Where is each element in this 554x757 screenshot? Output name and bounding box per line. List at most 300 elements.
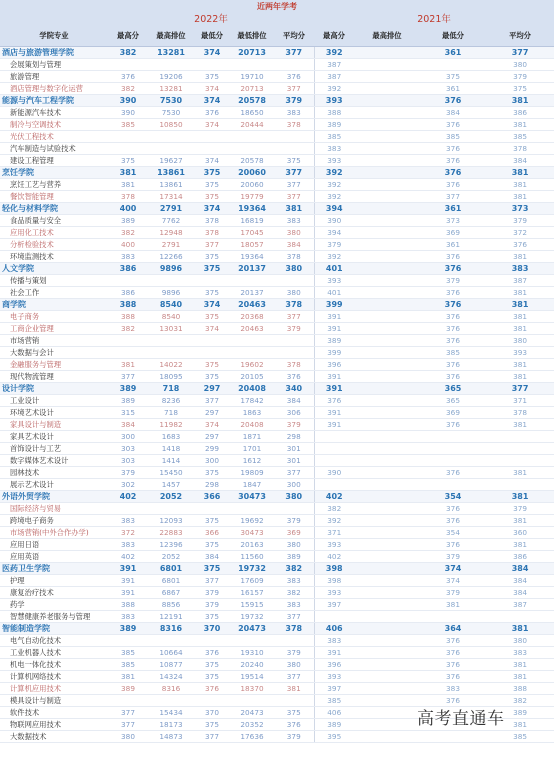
cell-2021-min: 376 <box>420 359 486 371</box>
major-row <box>0 347 554 359</box>
cell-2021-max-rank <box>354 407 420 419</box>
cell-2022-max: 381 <box>108 359 148 371</box>
cell-2021-max: 392 <box>314 167 354 179</box>
header-year-row <box>0 13 554 26</box>
major-row <box>0 323 554 335</box>
cell-2021-max-rank <box>354 395 420 407</box>
cell-2022-max: 382 <box>108 47 148 59</box>
cell-2022-avg: 378 <box>274 251 314 263</box>
cell-2022-max-rank <box>148 131 194 143</box>
cell-2021-max-rank <box>354 659 420 671</box>
cell-2022-min: 376 <box>194 683 230 695</box>
cell-2021-avg: 381 <box>486 323 554 335</box>
cell-2022-min-rank: 18057 <box>230 239 274 251</box>
cell-2022-max: 390 <box>108 107 148 119</box>
cell-2021-max-rank <box>354 455 420 467</box>
cell-2021-max-rank <box>354 335 420 347</box>
cell-2022-min: 378 <box>194 227 230 239</box>
cell-2022-max-rank: 718 <box>148 407 194 419</box>
cell-2021-max: 399 <box>314 347 354 359</box>
cell-2021-avg: 379 <box>486 503 554 515</box>
cell-2022-max-rank <box>148 695 194 707</box>
cell-2021-avg: 381 <box>486 467 554 479</box>
cell-2021-max-rank <box>354 539 420 551</box>
cell-2021-max-rank <box>354 599 420 611</box>
cell-2021-avg: 382 <box>486 695 554 707</box>
cell-2022-min-rank: 20578 <box>230 155 274 167</box>
cell-2021-avg: 375 <box>486 83 554 95</box>
cell-2021-max-rank <box>354 683 420 695</box>
cell-2022-max <box>108 131 148 143</box>
college-name: 医药卫生学院 <box>0 563 108 575</box>
cell-2021-max: 391 <box>314 371 354 383</box>
cell-2022-min: 366 <box>194 491 230 503</box>
major-name: 传播与策划 <box>0 275 108 287</box>
cell-2022-max: 381 <box>108 671 148 683</box>
cell-2022-min <box>194 275 230 287</box>
cell-2022-min-rank: 20137 <box>230 287 274 299</box>
cell-2022-avg: 383 <box>274 215 314 227</box>
cell-2022-max: 385 <box>108 119 148 131</box>
college-name: 外语外贸学院 <box>0 491 108 503</box>
cell-2022-avg: 375 <box>274 707 314 719</box>
cell-2022-max: 391 <box>108 563 148 575</box>
cell-2022-max-rank: 11982 <box>148 419 194 431</box>
cell-2021-min: 376 <box>420 659 486 671</box>
college-row <box>0 167 554 179</box>
cell-2022-max <box>108 143 148 155</box>
cell-2021-max-rank <box>354 155 420 167</box>
cell-2021-avg: 376 <box>486 239 554 251</box>
cell-2022-max: 303 <box>108 443 148 455</box>
college-row <box>0 203 554 215</box>
cell-2022-max-rank: 12266 <box>148 251 194 263</box>
major-name: 家具艺术设计 <box>0 431 108 443</box>
cell-2022-avg: 375 <box>274 155 314 167</box>
cell-2021-min: 376 <box>420 167 486 179</box>
cell-2022-min-rank: 20368 <box>230 311 274 323</box>
college-name: 轻化与材料学院 <box>0 203 108 215</box>
cell-2021-avg: 372 <box>486 227 554 239</box>
cell-2021-avg: 387 <box>486 275 554 287</box>
major-name: 建设工程管理 <box>0 155 108 167</box>
major-row <box>0 671 554 683</box>
cell-2022-max: 315 <box>108 407 148 419</box>
cell-2022-min-rank: 20163 <box>230 539 274 551</box>
cell-2022-avg: 379 <box>274 515 314 527</box>
cell-2021-max: 394 <box>314 203 354 215</box>
cell-2021-max: 388 <box>314 107 354 119</box>
cell-2022-max: 385 <box>108 659 148 671</box>
cell-2022-max-rank: 13861 <box>148 167 194 179</box>
cell-2021-max: 391 <box>314 407 354 419</box>
cell-2021-avg: 388 <box>486 683 554 695</box>
cell-2022-min-rank: 19602 <box>230 359 274 371</box>
college-row <box>0 491 554 503</box>
major-row <box>0 371 554 383</box>
cell-2022-min: 375 <box>194 179 230 191</box>
cell-2021-min: 376 <box>420 119 486 131</box>
cell-2021-max <box>314 455 354 467</box>
cell-2022-max: 300 <box>108 431 148 443</box>
cell-2021-min: 364 <box>420 623 486 635</box>
cell-2022-avg: 381 <box>274 203 314 215</box>
cell-2022-max: 372 <box>108 527 148 539</box>
cell-2022-avg <box>274 131 314 143</box>
major-name: 市场营销 <box>0 335 108 347</box>
cell-2022-max: 388 <box>108 311 148 323</box>
year-2022-title: 2022年 <box>108 13 314 26</box>
college-row <box>0 623 554 635</box>
cell-2021-avg: 381 <box>486 359 554 371</box>
col-header-2021-min: 最低分 <box>420 26 486 47</box>
cell-2022-max-rank: 19206 <box>148 71 194 83</box>
cell-2022-min: 299 <box>194 443 230 455</box>
cell-2022-max-rank: 10850 <box>148 119 194 131</box>
cell-2022-avg: 381 <box>274 683 314 695</box>
cell-2021-avg: 381 <box>486 299 554 311</box>
header-columns-row <box>0 26 554 47</box>
cell-2022-max-rank: 8316 <box>148 623 194 635</box>
cell-2021-max: 401 <box>314 287 354 299</box>
major-name: 烹饪工艺与营养 <box>0 179 108 191</box>
cell-2022-min-rank: 20060 <box>230 167 274 179</box>
cell-2022-min: 375 <box>194 167 230 179</box>
cell-2022-min-rank: 15915 <box>230 599 274 611</box>
cell-2022-avg: 383 <box>274 107 314 119</box>
cell-2022-avg: 376 <box>274 371 314 383</box>
cell-2022-avg <box>274 503 314 515</box>
cell-2022-max-rank: 17314 <box>148 191 194 203</box>
cell-2022-max-rank: 9896 <box>148 263 194 275</box>
major-row <box>0 527 554 539</box>
cell-2022-max-rank: 22883 <box>148 527 194 539</box>
cell-2021-max-rank <box>354 287 420 299</box>
cell-2021-max-rank <box>354 515 420 527</box>
major-row <box>0 503 554 515</box>
watermark: 高考直通车 <box>417 709 505 729</box>
cell-2022-max-rank: 15434 <box>148 707 194 719</box>
major-row <box>0 143 554 155</box>
cell-2021-max <box>314 443 354 455</box>
col-header-2022-max: 最高分 <box>108 26 148 47</box>
cell-2022-min-rank <box>230 335 274 347</box>
cell-2022-avg: 379 <box>274 95 314 107</box>
cell-2021-max: 383 <box>314 143 354 155</box>
cell-2021-min <box>420 443 486 455</box>
cell-2021-max: 389 <box>314 335 354 347</box>
cell-2021-min: 376 <box>420 155 486 167</box>
table-body <box>0 47 554 743</box>
cell-2021-avg: 381 <box>486 191 554 203</box>
cell-2021-avg <box>486 455 554 467</box>
cell-2022-max: 377 <box>108 719 148 731</box>
cell-2021-min: 361 <box>420 239 486 251</box>
cell-2021-max: 395 <box>314 731 354 743</box>
cell-2021-min: 376 <box>420 335 486 347</box>
cell-2021-max: 391 <box>314 323 354 335</box>
major-row <box>0 587 554 599</box>
cell-2022-min-rank: 20408 <box>230 419 274 431</box>
cell-2022-min-rank: 19692 <box>230 515 274 527</box>
cell-2021-max-rank <box>354 347 420 359</box>
cell-2022-min: 375 <box>194 311 230 323</box>
college-name: 能源与汽车工程学院 <box>0 95 108 107</box>
cell-2022-avg: 301 <box>274 455 314 467</box>
major-row <box>0 239 554 251</box>
major-row <box>0 107 554 119</box>
cell-2021-max-rank <box>354 251 420 263</box>
cell-2022-min: 375 <box>194 467 230 479</box>
cell-2021-max: 376 <box>314 395 354 407</box>
cell-2022-avg: 298 <box>274 431 314 443</box>
cell-2022-max-rank <box>148 503 194 515</box>
cell-2021-max-rank <box>354 551 420 563</box>
cell-2021-min: 376 <box>420 287 486 299</box>
cell-2022-min: 379 <box>194 599 230 611</box>
cell-2021-max-rank <box>354 419 420 431</box>
cell-2021-min: 379 <box>420 275 486 287</box>
major-name: 园林技术 <box>0 467 108 479</box>
cell-2021-avg: 384 <box>486 563 554 575</box>
cell-2021-avg: 381 <box>486 287 554 299</box>
major-row <box>0 575 554 587</box>
cell-2021-max-rank <box>354 71 420 83</box>
cell-2022-min-rank: 17045 <box>230 227 274 239</box>
cell-2021-min: 376 <box>420 323 486 335</box>
cell-2022-min <box>194 695 230 707</box>
major-name: 跨境电子商务 <box>0 515 108 527</box>
cell-2022-min <box>194 347 230 359</box>
major-name: 社会工作 <box>0 287 108 299</box>
cell-2022-min <box>194 59 230 71</box>
cell-2022-min-rank: 20578 <box>230 95 274 107</box>
cell-2021-min <box>420 59 486 71</box>
cell-2022-max <box>108 695 148 707</box>
cell-2021-max-rank <box>354 179 420 191</box>
cell-2022-min <box>194 335 230 347</box>
cell-2022-max: 378 <box>108 191 148 203</box>
cell-2021-min: 374 <box>420 563 486 575</box>
cell-2021-max-rank <box>354 491 420 503</box>
cell-2022-max-rank <box>148 143 194 155</box>
major-row <box>0 83 554 95</box>
cell-2021-max: 398 <box>314 575 354 587</box>
cell-2021-min <box>420 731 486 743</box>
cell-2022-max-rank: 12093 <box>148 515 194 527</box>
cell-2022-max: 302 <box>108 479 148 491</box>
cell-2022-max-rank: 14324 <box>148 671 194 683</box>
cell-2021-max-rank <box>354 59 420 71</box>
cell-2021-min <box>420 479 486 491</box>
cell-2022-max-rank: 12191 <box>148 611 194 623</box>
cell-2022-min: 375 <box>194 719 230 731</box>
major-row <box>0 443 554 455</box>
major-row <box>0 287 554 299</box>
major-name: 计算机网络技术 <box>0 671 108 683</box>
cell-2021-min: 384 <box>420 107 486 119</box>
major-row <box>0 635 554 647</box>
cell-2021-max-rank <box>354 707 420 719</box>
major-name: 物联网应用技术 <box>0 719 108 731</box>
cell-2022-min: 375 <box>194 263 230 275</box>
cell-2022-min-rank: 19364 <box>230 251 274 263</box>
cell-2022-avg: 377 <box>274 311 314 323</box>
cell-2021-max <box>314 611 354 623</box>
cell-2021-min: 376 <box>420 95 486 107</box>
cell-2021-min: 361 <box>420 47 486 59</box>
cell-2022-min-rank: 19809 <box>230 467 274 479</box>
cell-2022-max-rank: 6867 <box>148 587 194 599</box>
cell-2022-max-rank: 1457 <box>148 479 194 491</box>
cell-2022-max-rank: 6801 <box>148 575 194 587</box>
major-name: 展示艺术设计 <box>0 479 108 491</box>
cell-2022-max <box>108 347 148 359</box>
cell-2022-min-rank: 1612 <box>230 455 274 467</box>
cell-2021-avg: 371 <box>486 395 554 407</box>
major-name: 模具设计与制造 <box>0 695 108 707</box>
cell-2022-max: 377 <box>108 371 148 383</box>
cell-2022-max: 380 <box>108 731 148 743</box>
cell-2022-min: 300 <box>194 455 230 467</box>
cell-2022-min: 374 <box>194 323 230 335</box>
major-name: 光伏工程技术 <box>0 131 108 143</box>
cell-2022-min-rank: 20105 <box>230 371 274 383</box>
cell-2022-max-rank <box>148 635 194 647</box>
cell-2022-max-rank: 13861 <box>148 179 194 191</box>
cell-2022-max: 303 <box>108 455 148 467</box>
cell-2022-min: 376 <box>194 107 230 119</box>
cell-2021-max: 401 <box>314 263 354 275</box>
cell-2022-avg <box>274 59 314 71</box>
cell-2021-min: 376 <box>420 635 486 647</box>
cell-2022-min: 375 <box>194 251 230 263</box>
cell-2021-max-rank <box>354 107 420 119</box>
cell-2022-max-rank <box>148 347 194 359</box>
major-row <box>0 683 554 695</box>
cell-2021-max-rank <box>354 47 420 59</box>
cell-2022-max <box>108 59 148 71</box>
cell-2021-max: 391 <box>314 311 354 323</box>
cell-2022-max: 388 <box>108 599 148 611</box>
cell-2022-min: 375 <box>194 71 230 83</box>
cell-2022-min: 377 <box>194 575 230 587</box>
major-row <box>0 227 554 239</box>
cell-2021-min: 376 <box>420 695 486 707</box>
major-row <box>0 335 554 347</box>
cell-2022-avg: 377 <box>274 467 314 479</box>
cell-2022-max: 390 <box>108 95 148 107</box>
cell-2021-max <box>314 431 354 443</box>
major-row <box>0 71 554 83</box>
cell-2021-avg: 377 <box>486 383 554 395</box>
cell-2021-max-rank <box>354 431 420 443</box>
college-name: 商学院 <box>0 299 108 311</box>
major-name: 数字媒体艺术设计 <box>0 455 108 467</box>
cell-2021-min: 376 <box>420 251 486 263</box>
col-header-name: 学院专业 <box>0 26 108 47</box>
cell-2022-avg <box>274 635 314 647</box>
major-name: 智慧健康养老服务与管理 <box>0 611 108 623</box>
cell-2021-min: 376 <box>420 671 486 683</box>
cell-2021-max-rank <box>354 731 420 743</box>
cell-2021-avg: 381 <box>486 419 554 431</box>
cell-2021-max: 385 <box>314 695 354 707</box>
college-name: 酒店与旅游管理学院 <box>0 47 108 59</box>
major-row <box>0 479 554 491</box>
cell-2021-avg: 381 <box>486 119 554 131</box>
cell-2021-max: 392 <box>314 179 354 191</box>
year-2021-title: 2021年 <box>314 13 554 26</box>
cell-2021-avg: 373 <box>486 203 554 215</box>
cell-2022-min-rank: 1847 <box>230 479 274 491</box>
cell-2022-min: 377 <box>194 731 230 743</box>
cell-2021-max-rank <box>354 191 420 203</box>
cell-2022-min: 370 <box>194 623 230 635</box>
cell-2021-max: 383 <box>314 635 354 647</box>
cell-2022-min: 366 <box>194 527 230 539</box>
cell-2021-min: 376 <box>420 467 486 479</box>
cell-2022-avg: 377 <box>274 47 314 59</box>
major-row <box>0 467 554 479</box>
major-row <box>0 419 554 431</box>
major-row <box>0 599 554 611</box>
cell-2022-min-rank: 19732 <box>230 611 274 623</box>
cell-2021-min: 376 <box>420 299 486 311</box>
cell-2022-min-rank: 20352 <box>230 719 274 731</box>
major-name: 市场营销(中外合作办学) <box>0 527 108 539</box>
cell-2021-avg: 387 <box>486 599 554 611</box>
major-row <box>0 155 554 167</box>
cell-2022-max-rank: 2791 <box>148 239 194 251</box>
cell-2022-max-rank: 1418 <box>148 443 194 455</box>
cell-2021-max-rank <box>354 371 420 383</box>
cell-2022-min: 375 <box>194 563 230 575</box>
cell-2021-min: 375 <box>420 71 486 83</box>
cell-2022-max: 383 <box>108 539 148 551</box>
cell-2021-max: 392 <box>314 251 354 263</box>
cell-2021-max: 402 <box>314 551 354 563</box>
major-name: 环境监测技术 <box>0 251 108 263</box>
cell-2021-max-rank <box>354 263 420 275</box>
cell-2021-avg: 381 <box>486 251 554 263</box>
cell-2022-min: 375 <box>194 659 230 671</box>
cell-2021-avg: 378 <box>486 143 554 155</box>
cell-2021-max-rank <box>354 635 420 647</box>
cell-2021-min: 377 <box>420 191 486 203</box>
cell-2021-avg: 386 <box>486 107 554 119</box>
cell-2022-min: 379 <box>194 587 230 599</box>
cell-2022-min-rank: 19779 <box>230 191 274 203</box>
major-row <box>0 539 554 551</box>
cell-2022-max: 389 <box>108 383 148 395</box>
cell-2022-min-rank: 20713 <box>230 47 274 59</box>
major-row <box>0 515 554 527</box>
major-name: 金融服务与管理 <box>0 359 108 371</box>
cell-2022-avg: 389 <box>274 551 314 563</box>
cell-2021-avg: 381 <box>486 671 554 683</box>
cell-2021-min: 376 <box>420 371 486 383</box>
cell-2022-min-rank: 16157 <box>230 587 274 599</box>
cell-2022-max-rank: 8856 <box>148 599 194 611</box>
cell-2022-avg <box>274 335 314 347</box>
cell-2022-min-rank: 18370 <box>230 683 274 695</box>
cell-2022-min: 384 <box>194 551 230 563</box>
cell-2021-min: 354 <box>420 491 486 503</box>
cell-2021-max: 379 <box>314 239 354 251</box>
cell-2022-min-rank <box>230 347 274 359</box>
cell-2022-max: 400 <box>108 239 148 251</box>
